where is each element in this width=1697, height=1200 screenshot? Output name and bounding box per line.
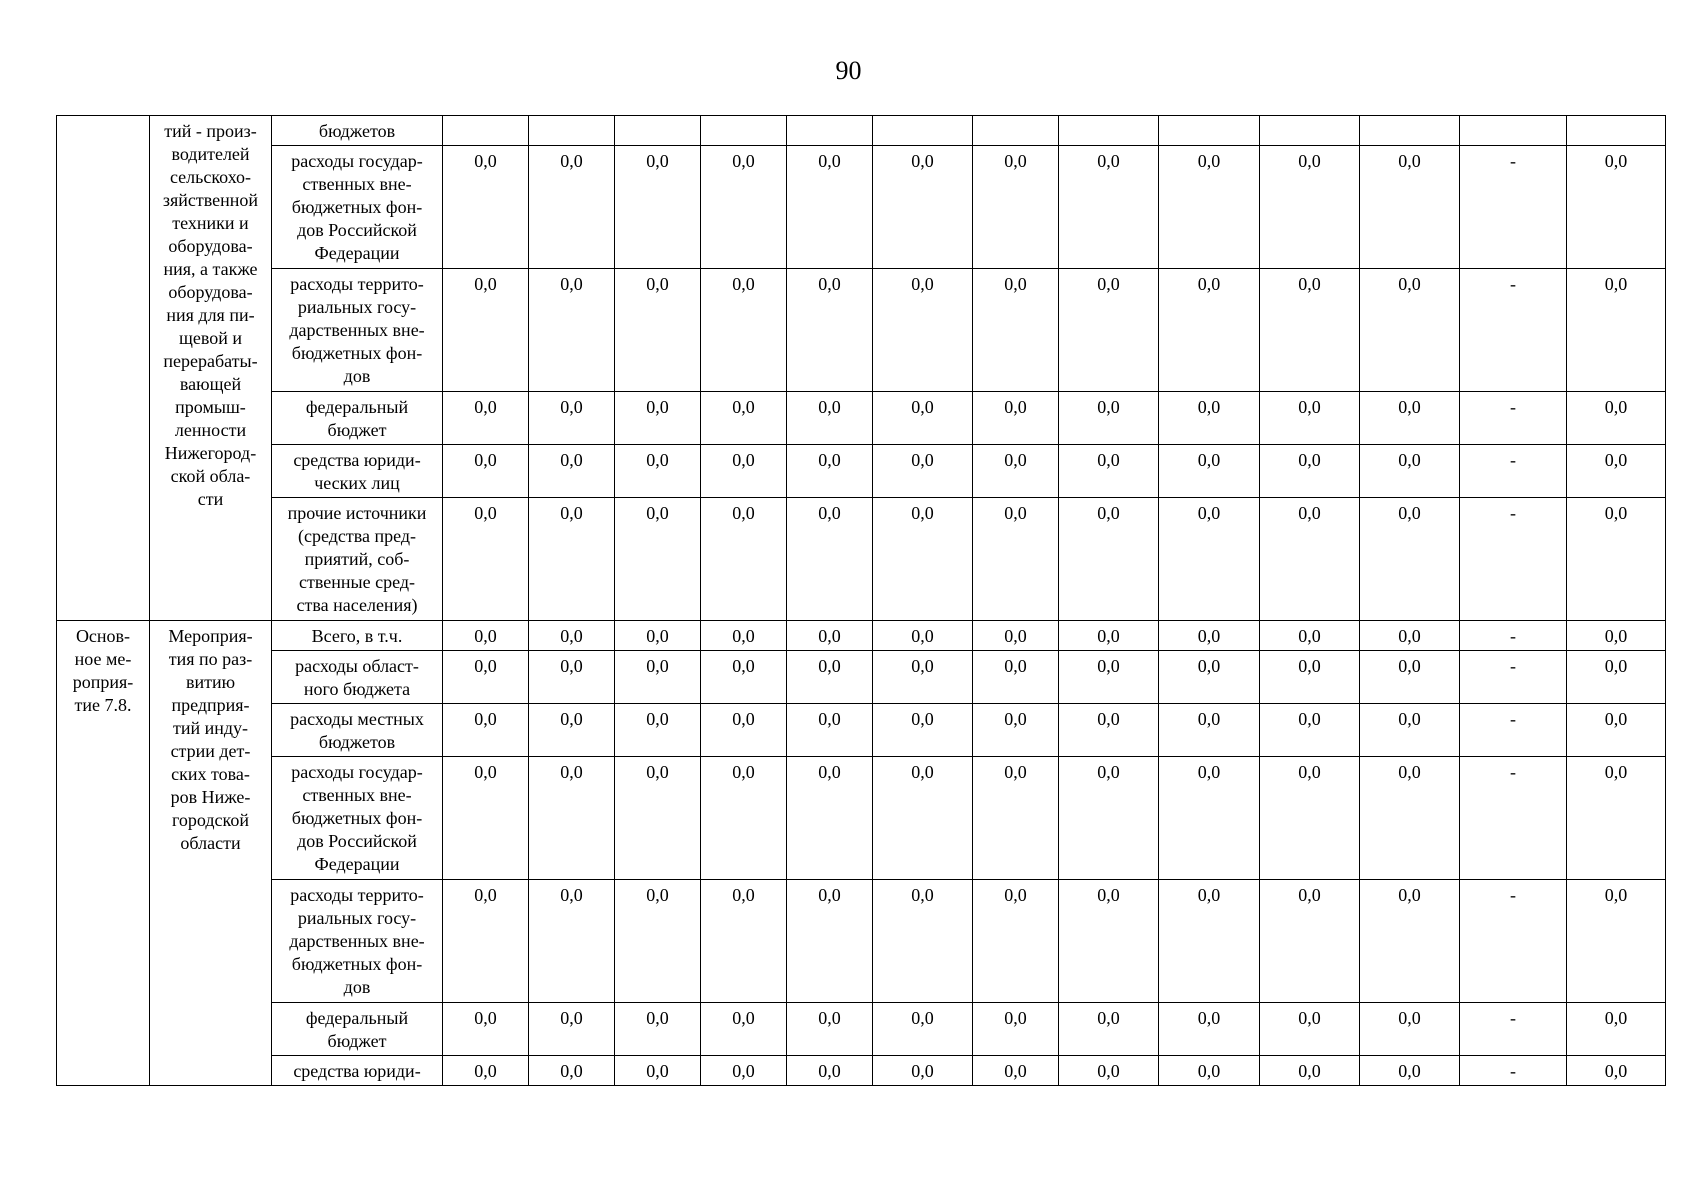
value-cell: 0,0 [1260, 269, 1360, 392]
value-cell: 0,0 [973, 621, 1059, 651]
value-cell: 0,0 [529, 704, 615, 757]
value-cell: 0,0 [1260, 1056, 1360, 1086]
value-cell: 0,0 [787, 880, 873, 1003]
value-cell: 0,0 [615, 704, 701, 757]
value-cell: 0,0 [701, 269, 787, 392]
value-cell: 0,0 [1260, 1003, 1360, 1056]
value-cell: 0,0 [873, 757, 973, 880]
value-cell: 0,0 [701, 146, 787, 269]
funding-source-cell: средства юриди- [272, 1056, 443, 1086]
value-cell: 0,0 [1059, 1003, 1159, 1056]
table-row [57, 757, 1666, 880]
value-cell: 0,0 [1059, 757, 1159, 880]
value-cell: 0,0 [1059, 445, 1159, 498]
value-cell: 0,0 [701, 651, 787, 704]
value-cell: 0,0 [873, 445, 973, 498]
value-cell: 0,0 [973, 1056, 1059, 1086]
value-cell: 0,0 [615, 269, 701, 392]
value-cell: 0,0 [1567, 757, 1666, 880]
value-cell: 0,0 [1567, 621, 1666, 651]
value-cell: 0,0 [701, 392, 787, 445]
value-cell: 0,0 [1260, 757, 1360, 880]
value-cell: 0,0 [1059, 880, 1159, 1003]
value-cell: 0,0 [529, 1003, 615, 1056]
value-cell: 0,0 [1159, 498, 1260, 621]
value-cell: 0,0 [443, 621, 529, 651]
value-cell [973, 116, 1059, 146]
value-cell: 0,0 [873, 1003, 973, 1056]
value-cell: 0,0 [787, 757, 873, 880]
value-cell: 0,0 [529, 757, 615, 880]
table-row [57, 116, 1666, 146]
value-cell [701, 116, 787, 146]
activity-code-cell [57, 116, 150, 621]
value-cell: 0,0 [701, 757, 787, 880]
table-row [57, 1056, 1666, 1086]
value-cell: 0,0 [1159, 1003, 1260, 1056]
value-cell: 0,0 [529, 392, 615, 445]
funding-source-cell: расходы террито- риальных госу- дарственных вне- бюджетных фон- дов [272, 269, 443, 392]
value-cell: 0,0 [615, 621, 701, 651]
value-cell: 0,0 [443, 269, 529, 392]
value-cell: 0,0 [443, 1003, 529, 1056]
table-row [57, 269, 1666, 392]
value-cell [529, 116, 615, 146]
value-cell: 0,0 [873, 146, 973, 269]
value-cell: 0,0 [529, 621, 615, 651]
value-cell: 0,0 [1159, 392, 1260, 445]
table-row [57, 146, 1666, 269]
value-cell: 0,0 [873, 880, 973, 1003]
value-cell: - [1460, 1003, 1567, 1056]
table-row [57, 392, 1666, 445]
value-cell: 0,0 [1360, 621, 1460, 651]
value-cell: 0,0 [443, 651, 529, 704]
value-cell [873, 116, 973, 146]
value-cell: 0,0 [615, 146, 701, 269]
value-cell: 0,0 [787, 1003, 873, 1056]
value-cell [1260, 116, 1360, 146]
value-cell: - [1460, 146, 1567, 269]
value-cell: 0,0 [615, 1003, 701, 1056]
funding-source-cell: расходы государ- ственных вне- бюджетных фон- дов Российской Федерации [272, 146, 443, 269]
value-cell: - [1460, 757, 1567, 880]
table-row [57, 1003, 1666, 1056]
value-cell [1567, 116, 1666, 146]
value-cell: 0,0 [443, 392, 529, 445]
value-cell [1460, 116, 1567, 146]
value-cell: 0,0 [787, 445, 873, 498]
value-cell: 0,0 [1059, 621, 1159, 651]
value-cell: 0,0 [443, 146, 529, 269]
value-cell: 0,0 [701, 704, 787, 757]
funding-source-cell: расходы област- ного бюджета [272, 651, 443, 704]
value-cell: 0,0 [873, 651, 973, 704]
value-cell: 0,0 [873, 704, 973, 757]
value-cell: 0,0 [973, 757, 1059, 880]
value-cell: 0,0 [1360, 651, 1460, 704]
page-number: 90 [835, 56, 862, 85]
value-cell [615, 116, 701, 146]
value-cell: 0,0 [701, 1003, 787, 1056]
value-cell: 0,0 [701, 880, 787, 1003]
value-cell: 0,0 [701, 498, 787, 621]
table-row [57, 704, 1666, 757]
value-cell: 0,0 [1360, 757, 1460, 880]
value-cell [1360, 116, 1460, 146]
value-cell: 0,0 [443, 1056, 529, 1086]
value-cell: 0,0 [529, 651, 615, 704]
value-cell: 0,0 [1159, 651, 1260, 704]
value-cell: - [1460, 445, 1567, 498]
value-cell: 0,0 [443, 757, 529, 880]
table-row [57, 621, 1666, 651]
value-cell: 0,0 [1567, 1056, 1666, 1086]
value-cell: 0,0 [1567, 269, 1666, 392]
value-cell: 0,0 [1567, 146, 1666, 269]
value-cell: 0,0 [1059, 704, 1159, 757]
value-cell: 0,0 [973, 146, 1059, 269]
value-cell: 0,0 [1567, 498, 1666, 621]
value-cell: 0,0 [1360, 704, 1460, 757]
value-cell: 0,0 [1260, 880, 1360, 1003]
value-cell [443, 116, 529, 146]
value-cell: 0,0 [1260, 704, 1360, 757]
value-cell: 0,0 [1260, 392, 1360, 445]
value-cell: 0,0 [1159, 445, 1260, 498]
value-cell: - [1460, 1056, 1567, 1086]
value-cell: 0,0 [615, 1056, 701, 1086]
value-cell: 0,0 [873, 498, 973, 621]
table-row [57, 651, 1666, 704]
value-cell: 0,0 [443, 445, 529, 498]
value-cell: 0,0 [787, 146, 873, 269]
value-cell: 0,0 [701, 1056, 787, 1086]
value-cell: 0,0 [1059, 498, 1159, 621]
activity-name-cell: тий - произ- водителей сельскохо- зяйственной техники и оборудова- ния, а также оборудова- ния для пи- щевой и перерабаты- вающей промыш- ленности Нижегород- ской обла- сти [150, 116, 272, 621]
funding-source-cell: Всего, в т.ч. [272, 621, 443, 651]
value-cell: 0,0 [1260, 498, 1360, 621]
funding-source-cell: расходы местных бюджетов [272, 704, 443, 757]
funding-source-cell: федеральный бюджет [272, 392, 443, 445]
value-cell: 0,0 [973, 392, 1059, 445]
value-cell: 0,0 [1159, 757, 1260, 880]
value-cell: 0,0 [1360, 146, 1460, 269]
value-cell: 0,0 [529, 498, 615, 621]
value-cell: 0,0 [1360, 445, 1460, 498]
value-cell: 0,0 [1360, 498, 1460, 621]
value-cell: 0,0 [443, 880, 529, 1003]
value-cell: 0,0 [787, 704, 873, 757]
value-cell: 0,0 [443, 704, 529, 757]
value-cell: - [1460, 704, 1567, 757]
value-cell: 0,0 [873, 269, 973, 392]
value-cell: 0,0 [973, 498, 1059, 621]
activity-code-cell: Основ- ное ме- роприя- тие 7.8. [57, 621, 150, 1086]
value-cell: 0,0 [1360, 392, 1460, 445]
value-cell: 0,0 [1059, 146, 1159, 269]
value-cell: 0,0 [1159, 621, 1260, 651]
value-cell: 0,0 [701, 621, 787, 651]
value-cell: 0,0 [615, 880, 701, 1003]
funding-source-cell: расходы государ- ственных вне- бюджетных фон- дов Российской Федерации [272, 757, 443, 880]
value-cell: 0,0 [1567, 392, 1666, 445]
value-cell: 0,0 [1159, 146, 1260, 269]
value-cell: 0,0 [1567, 880, 1666, 1003]
value-cell: 0,0 [1159, 1056, 1260, 1086]
value-cell: 0,0 [1260, 445, 1360, 498]
value-cell: 0,0 [701, 445, 787, 498]
value-cell: 0,0 [529, 1056, 615, 1086]
value-cell: 0,0 [1360, 1003, 1460, 1056]
value-cell: - [1460, 651, 1567, 704]
value-cell: 0,0 [615, 757, 701, 880]
value-cell: 0,0 [1260, 651, 1360, 704]
value-cell: 0,0 [787, 1056, 873, 1086]
value-cell: 0,0 [1360, 1056, 1460, 1086]
budget-table [56, 115, 1666, 1086]
value-cell: 0,0 [787, 392, 873, 445]
value-cell: 0,0 [973, 880, 1059, 1003]
value-cell: 0,0 [443, 498, 529, 621]
activity-name-cell: Мероприя- тия по раз- витию предприя- тий инду- стрии дет- ских това- ров Ниже- городской области [150, 621, 272, 1086]
value-cell: 0,0 [1059, 1056, 1159, 1086]
value-cell: 0,0 [1360, 880, 1460, 1003]
value-cell: 0,0 [615, 498, 701, 621]
value-cell: 0,0 [529, 880, 615, 1003]
value-cell: 0,0 [873, 392, 973, 445]
funding-source-cell: расходы террито- риальных госу- дарственных вне- бюджетных фон- дов [272, 880, 443, 1003]
value-cell: - [1460, 498, 1567, 621]
value-cell: - [1460, 621, 1567, 651]
value-cell: 0,0 [615, 445, 701, 498]
value-cell: 0,0 [1360, 269, 1460, 392]
value-cell: 0,0 [615, 651, 701, 704]
table-row [57, 498, 1666, 621]
table-row [57, 880, 1666, 1003]
value-cell: 0,0 [1059, 651, 1159, 704]
value-cell: - [1460, 269, 1567, 392]
value-cell: 0,0 [787, 651, 873, 704]
value-cell: 0,0 [1260, 621, 1360, 651]
value-cell: 0,0 [973, 651, 1059, 704]
value-cell: 0,0 [873, 1056, 973, 1086]
table-row [57, 445, 1666, 498]
value-cell: 0,0 [973, 269, 1059, 392]
value-cell: 0,0 [529, 146, 615, 269]
value-cell: 0,0 [615, 392, 701, 445]
value-cell: 0,0 [973, 445, 1059, 498]
value-cell: 0,0 [529, 269, 615, 392]
value-cell: 0,0 [1159, 269, 1260, 392]
value-cell: 0,0 [873, 621, 973, 651]
funding-source-cell: федеральный бюджет [272, 1003, 443, 1056]
value-cell: 0,0 [1059, 269, 1159, 392]
value-cell: 0,0 [973, 1003, 1059, 1056]
value-cell: 0,0 [787, 621, 873, 651]
value-cell: 0,0 [1567, 704, 1666, 757]
value-cell: 0,0 [1260, 146, 1360, 269]
value-cell: 0,0 [1567, 445, 1666, 498]
funding-source-cell: средства юриди- ческих лиц [272, 445, 443, 498]
value-cell: 0,0 [1567, 1003, 1666, 1056]
value-cell [1059, 116, 1159, 146]
value-cell: 0,0 [787, 269, 873, 392]
table-body [57, 116, 1666, 1086]
value-cell: - [1460, 880, 1567, 1003]
funding-source-cell: бюджетов [272, 116, 443, 146]
value-cell: 0,0 [1159, 880, 1260, 1003]
value-cell: 0,0 [1567, 651, 1666, 704]
value-cell [1159, 116, 1260, 146]
value-cell: 0,0 [973, 704, 1059, 757]
value-cell: 0,0 [787, 498, 873, 621]
value-cell: 0,0 [1159, 704, 1260, 757]
value-cell: 0,0 [529, 445, 615, 498]
value-cell: 0,0 [1059, 392, 1159, 445]
value-cell: - [1460, 392, 1567, 445]
funding-source-cell: прочие источники (средства пред- приятий, соб- ственные сред- ства населения) [272, 498, 443, 621]
value-cell [787, 116, 873, 146]
